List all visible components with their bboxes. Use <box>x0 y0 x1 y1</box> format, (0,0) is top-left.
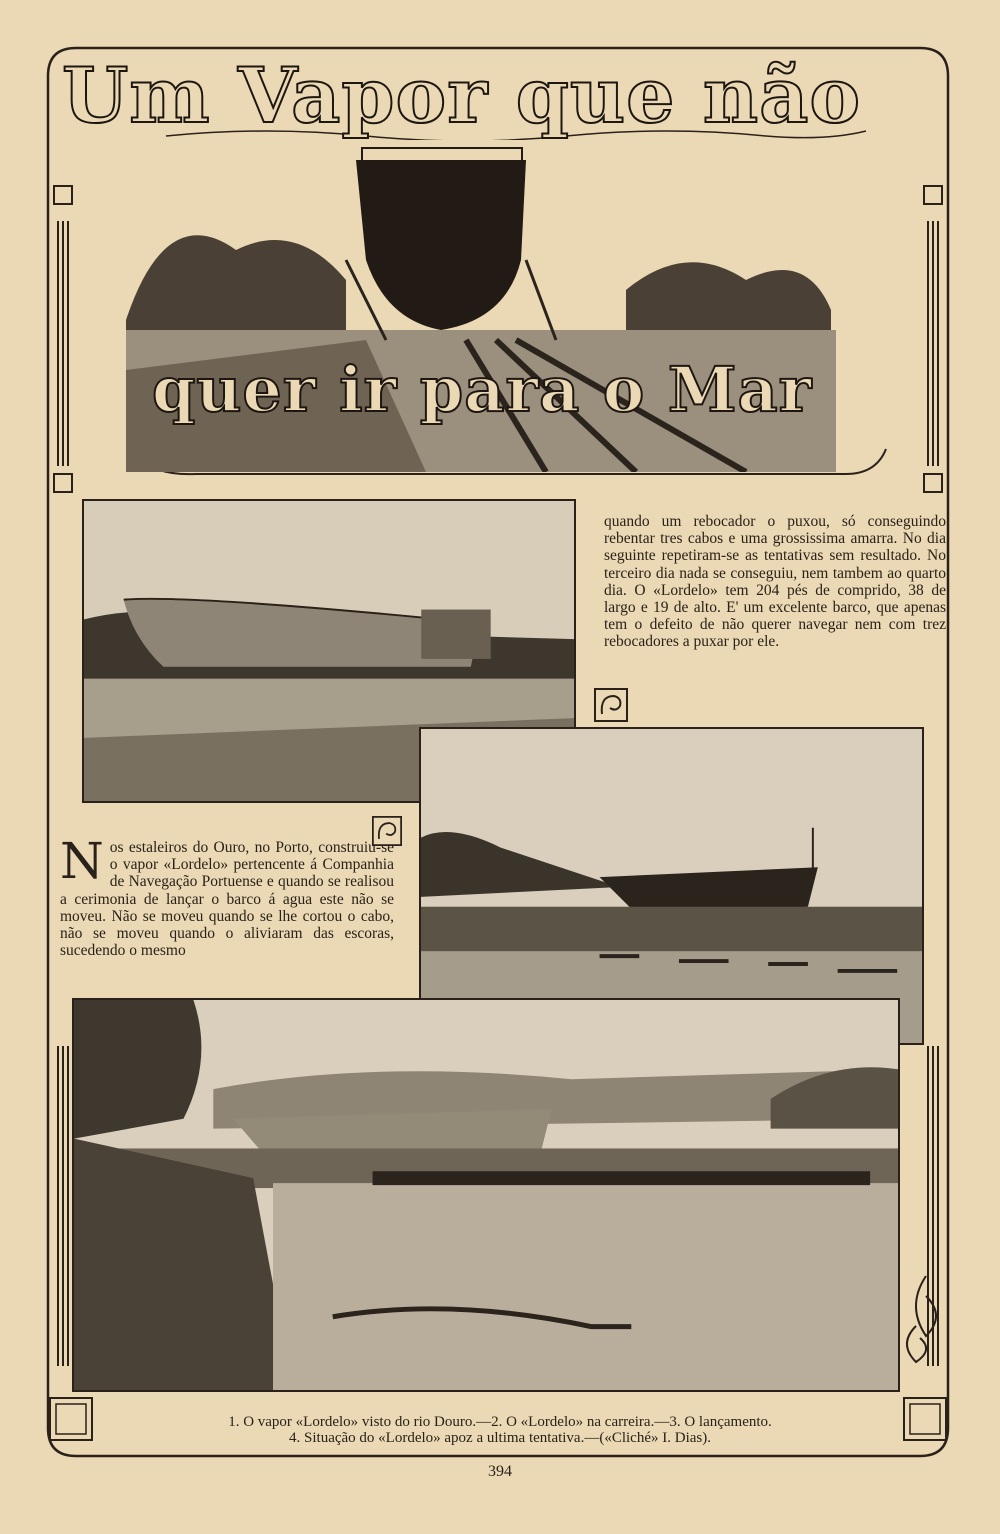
article-intro-body: os estaleiros do Ouro, no Porto, construiu-se o vapor «Lordelo» pertencente á Companhia de Navegação Portuense e quando se realisou a cerimonia de lançar o barco á agua este não se moveu. Não se moveu quando se lhe cortou o cabo, não se moveu quando o aliviaram das escoras, sucedendo o mesmo <box>60 839 394 960</box>
photo-crowd-on-beach <box>72 998 900 1392</box>
article-continuation-text: quando um rebocador o puxou, só conseguindo rebentar tres cabos e uma grossissima amarra. No dia seguinte repetiram-se as tentativas sem resultado. No terceiro dia nada se conseguiu, nem tambem ao quarto dia. O «Lordelo» tem 204 pés de comprido, 38 de largo e 19 de alto. E' um excelente barco, que apenas tem o defeito de não querer navegar nem com trez rebocadores a puxar por ele. <box>604 513 946 651</box>
photo-caption-line-1: 1. O vapor «Lordelo» visto do rio Douro.—2. O «Lordelo» na carreira.—3. O lançamento. <box>228 1414 772 1430</box>
title-line-1: Um Vapor que não <box>62 51 862 140</box>
article-intro-text <box>60 832 394 960</box>
dropcap-letter: N <box>60 832 104 890</box>
photo-caption-line-2: 4. Situação do «Lordelo» apoz a ultima tentativa.—(«Cliché» I. Dias). <box>289 1430 711 1446</box>
page-number: 394 <box>488 1463 512 1480</box>
decorative-ornament-square <box>594 688 628 722</box>
title-line-2: quer ir para o Mar <box>152 353 813 426</box>
